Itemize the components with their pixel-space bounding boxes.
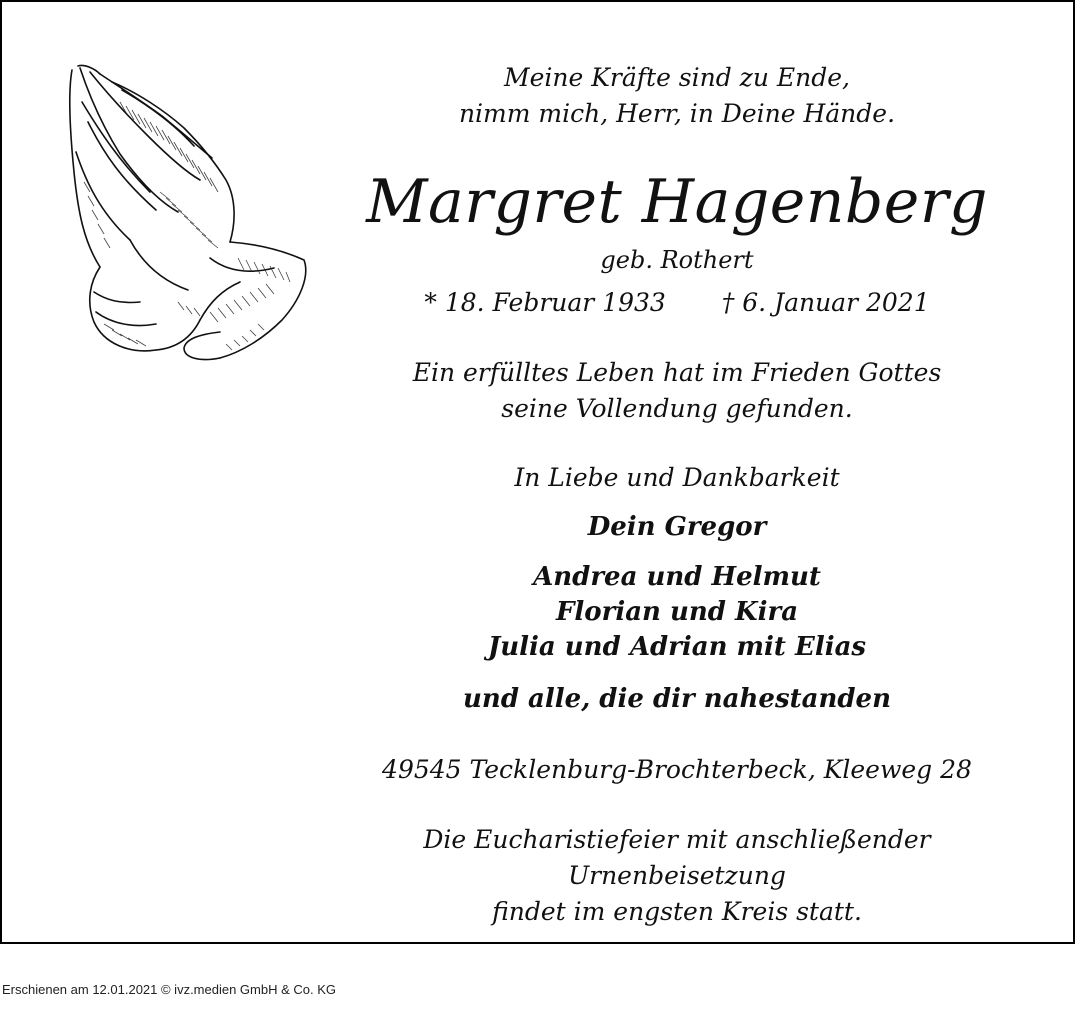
mourner-family-line: Andrea und Helmut xyxy=(533,562,821,592)
life-dates xyxy=(342,286,1012,320)
verse xyxy=(342,60,1012,132)
verse-line: Meine Kräfte sind zu Ende, xyxy=(504,63,850,92)
closing-phrase: In Liebe und Dankbarkeit xyxy=(514,463,840,492)
deceased-name: Margret Hagenberg xyxy=(366,167,988,237)
service-info xyxy=(342,822,1012,930)
praying-hands-icon xyxy=(60,62,312,380)
address: 49545 Tecklenburg-Brochterbeck, Kleeweg 28 xyxy=(382,755,972,784)
service-info-line: Die Eucharistiefeier mit anschließender Urnenbeisetzung xyxy=(423,825,931,890)
verse-line: nimm mich, Herr, in Deine Hände. xyxy=(458,99,896,128)
mourner-family-line: Julia und Adrian mit Elias xyxy=(487,632,867,662)
life-text xyxy=(342,355,1012,427)
birth-name: geb. Rothert xyxy=(600,246,754,274)
mourner-family-line: Florian und Kira xyxy=(555,597,799,627)
life-text-line: seine Vollendung gefunden. xyxy=(501,394,853,423)
mourner-spouse: Dein Gregor xyxy=(587,512,767,542)
death-date: † 6. Januar 2021 xyxy=(721,288,930,317)
mourner-others: und alle, die dir nahestanden xyxy=(463,684,891,714)
birth-date: * 18. Februar 1933 xyxy=(424,288,666,317)
life-text-line: Ein erfülltes Leben hat im Frieden Gottes xyxy=(412,358,942,387)
publication-footer: Erschienen am 12.01.2021 © ivz.medien GmbH & Co. KG xyxy=(2,982,337,997)
mourner-family xyxy=(342,560,1012,665)
service-info-line: findet im engsten Kreis statt. xyxy=(492,897,862,926)
